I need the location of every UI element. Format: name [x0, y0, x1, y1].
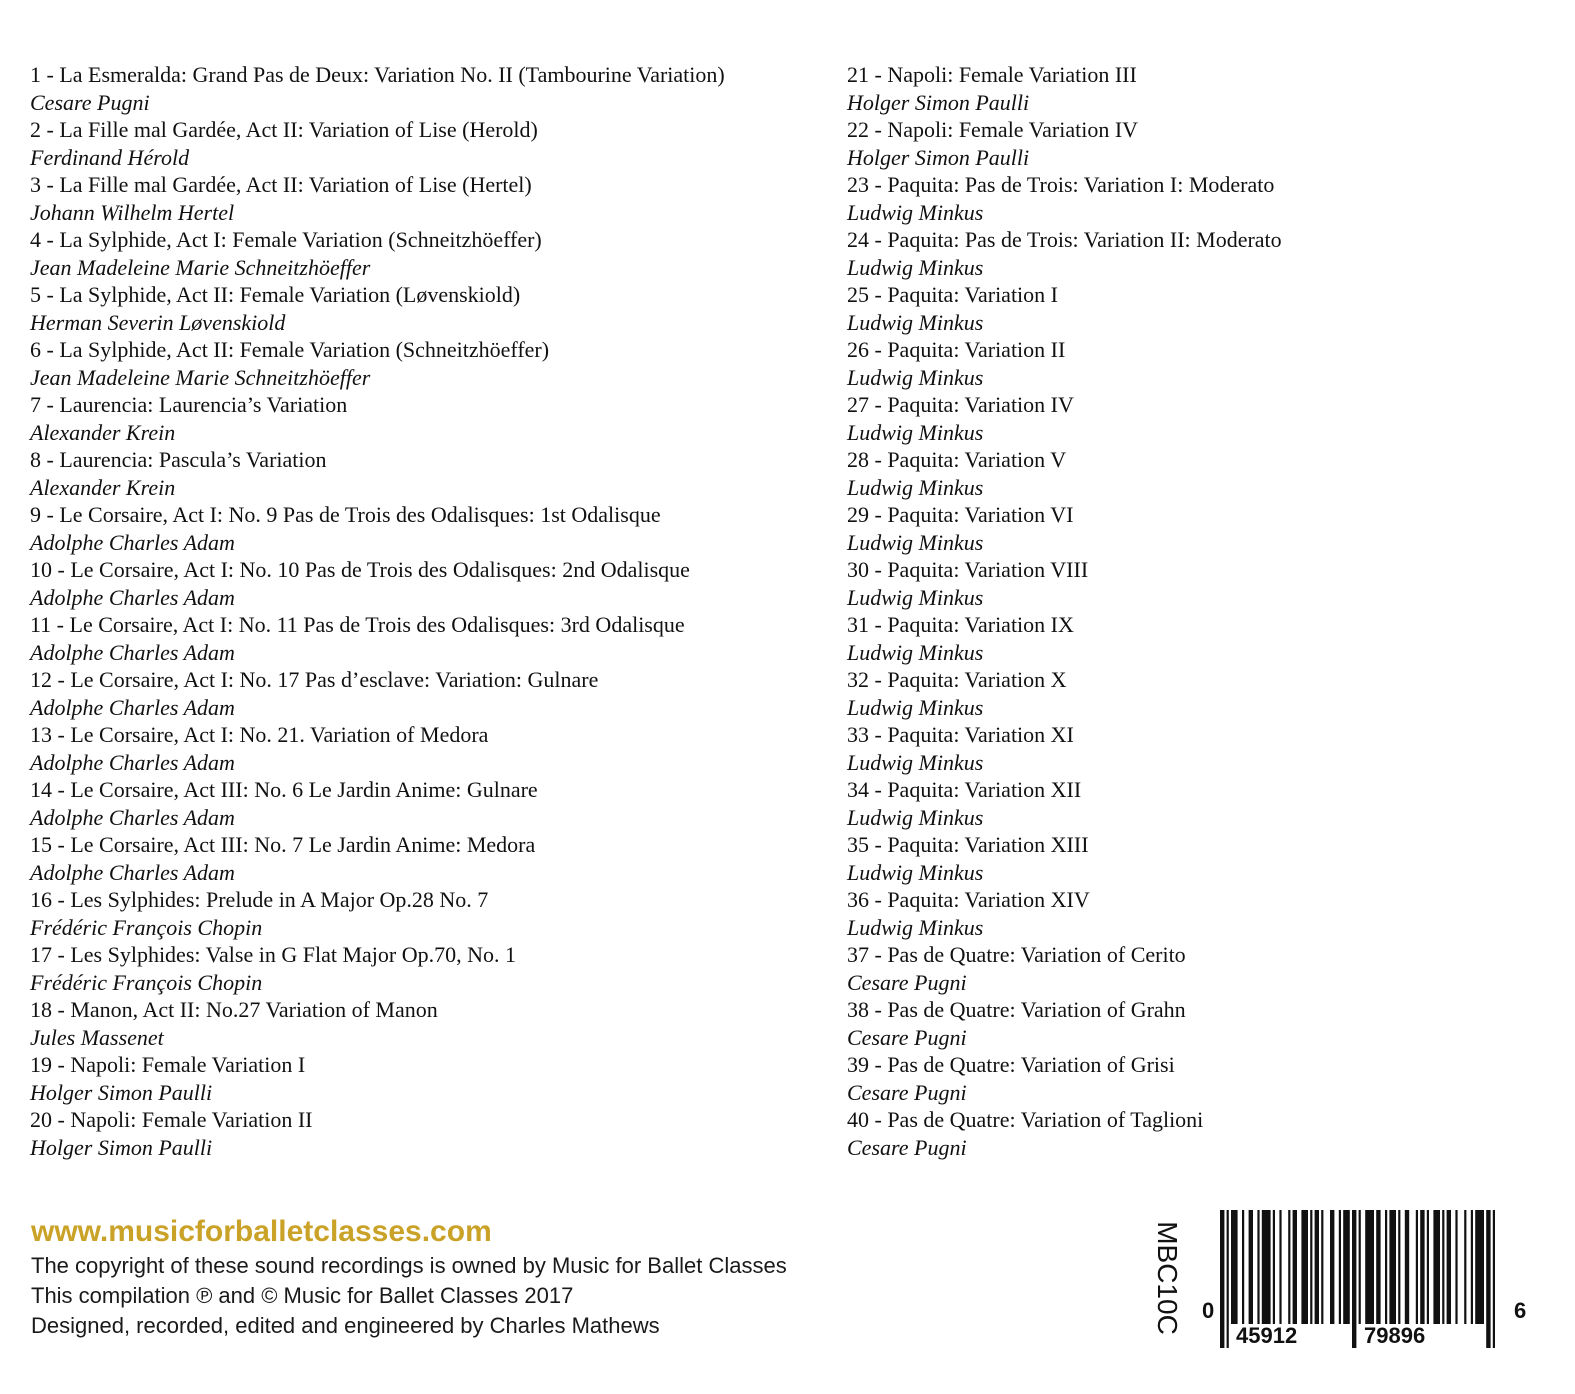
track-title: 28 - Paquita: Variation V [847, 447, 1067, 472]
track-title: 3 - La Fille mal Gardée, Act II: Variation of Lise (Hertel) [30, 172, 532, 197]
barcode-bar [1416, 1210, 1418, 1324]
barcode-left-digits: 45912 [1236, 1323, 1298, 1348]
track-title: 25 - Paquita: Variation I [847, 282, 1058, 307]
track-composer: Adolphe Charles Adam [30, 750, 235, 775]
track-item [30, 61, 830, 116]
track-title: 12 - Le Corsaire, Act I: No. 17 Pas d’esclave: Variation: Gulnare [30, 667, 599, 692]
track-title: 15 - Le Corsaire, Act III: No. 7 Le Jardin Anime: Medora [30, 832, 536, 857]
track-composer: Cesare Pugni [847, 1025, 967, 1050]
track-item [847, 941, 1487, 996]
track-title: 24 - Paquita: Pas de Trois: Variation II: Moderato [847, 227, 1282, 252]
track-title: 11 - Le Corsaire, Act I: No. 11 Pas de Trois des Odalisques: 3rd Odalisque [30, 612, 685, 637]
track-title: 40 - Pas de Quatre: Variation of Taglioni [847, 1107, 1204, 1132]
credits-notice: Designed, recorded, edited and engineered by Charles Mathews [31, 1313, 660, 1338]
track-item [30, 116, 830, 171]
track-composer: Ludwig Minkus [847, 695, 984, 720]
barcode-bar [1471, 1210, 1473, 1324]
barcode-bar [1279, 1210, 1281, 1324]
track-item [30, 996, 830, 1051]
track-composer: Cesare Pugni [847, 970, 967, 995]
track-item [847, 281, 1487, 336]
track-item [30, 1051, 830, 1106]
barcode-bar [1249, 1210, 1253, 1324]
track-title: 38 - Pas de Quatre: Variation of Grahn [847, 997, 1186, 1022]
barcode-bar [1464, 1210, 1466, 1324]
track-title: 33 - Paquita: Variation XI [847, 722, 1074, 747]
track-item [30, 171, 830, 226]
track-composer: Alexander Krein [30, 420, 176, 445]
track-composer: Frédéric François Chopin [30, 970, 263, 995]
barcode-bar [1427, 1210, 1429, 1324]
track-title: 7 - Laurencia: Laurencia’s Variation [30, 392, 348, 417]
barcode-bar [1486, 1210, 1490, 1348]
track-title: 16 - Les Sylphides: Prelude in A Major Op.28 No. 7 [30, 887, 489, 912]
track-title: 35 - Paquita: Variation XIII [847, 832, 1089, 857]
barcode-bar [1301, 1210, 1308, 1324]
track-item [30, 941, 830, 996]
track-item [30, 886, 830, 941]
track-title: 29 - Paquita: Variation VI [847, 502, 1074, 527]
track-title: 18 - Manon, Act II: No.27 Variation of Manon [30, 997, 438, 1022]
footer [31, 1213, 1031, 1341]
track-title: 5 - La Sylphide, Act II: Female Variation (Løvenskiold) [30, 282, 521, 307]
track-composer: Ferdinand Hérold [30, 145, 190, 170]
copyright-notice: The copyright of these sound recordings is owned by Music for Ballet Classes [31, 1253, 787, 1278]
track-composer: Johann Wilhelm Hertel [30, 200, 235, 225]
track-composer: Ludwig Minkus [847, 750, 984, 775]
track-composer: Ludwig Minkus [847, 420, 984, 445]
track-item [847, 831, 1487, 886]
track-composer: Ludwig Minkus [847, 255, 984, 280]
track-item [30, 501, 830, 556]
barcode-bar [1315, 1210, 1319, 1324]
track-item [30, 721, 830, 776]
barcode-bar [1433, 1210, 1440, 1324]
track-item [847, 1051, 1487, 1106]
barcode-bar [1385, 1210, 1387, 1324]
track-item [30, 1106, 830, 1161]
track-composer: Ludwig Minkus [847, 585, 984, 610]
track-item [847, 391, 1487, 446]
compilation-notice: This compilation ℗ and © Music for Ballet Classes 2017 [31, 1283, 574, 1308]
track-title: 9 - Le Corsaire, Act I: No. 9 Pas de Trois des Odalisques: 1st Odalisque [30, 502, 661, 527]
track-title: 6 - La Sylphide, Act II: Female Variation (Schneitzhöeffer) [30, 337, 550, 362]
track-composer: Jean Madeleine Marie Schneitzhöeffer [30, 255, 371, 280]
barcode-bar [1493, 1210, 1495, 1348]
track-item [847, 116, 1487, 171]
track-composer: Herman Severin Løvenskiold [30, 310, 286, 335]
track-item [847, 61, 1487, 116]
track-title: 2 - La Fille mal Gardée, Act II: Variation of Lise (Herold) [30, 117, 538, 142]
track-title: 27 - Paquita: Variation IV [847, 392, 1074, 417]
track-title: 13 - Le Corsaire, Act I: No. 21. Variation of Medora [30, 722, 489, 747]
track-title: 23 - Paquita: Pas de Trois: Variation I: Moderato [847, 172, 1275, 197]
track-title: 32 - Paquita: Variation X [847, 667, 1067, 692]
track-title: 30 - Paquita: Variation VIII [847, 557, 1089, 582]
website-link[interactable]: www.musicforballetclasses.com [31, 1215, 492, 1248]
track-title: 14 - Le Corsaire, Act III: No. 6 Le Jardin Anime: Gulnare [30, 777, 538, 802]
barcode-bar [1343, 1210, 1350, 1324]
track-title: 4 - La Sylphide, Act I: Female Variation (Schneitzhöeffer) [30, 227, 542, 252]
track-title: 34 - Paquita: Variation XII [847, 777, 1082, 802]
barcode-bar [1447, 1210, 1451, 1324]
barcode-bar [1455, 1210, 1457, 1324]
track-title: 20 - Napoli: Female Variation II [30, 1107, 313, 1132]
track-title: 31 - Paquita: Variation IX [847, 612, 1074, 637]
track-title: 37 - Pas de Quatre: Variation of Cerito [847, 942, 1186, 967]
barcode-bar [1359, 1210, 1361, 1324]
barcode-bar [1376, 1210, 1380, 1324]
track-item [847, 1106, 1487, 1161]
track-composer: Holger Simon Paulli [30, 1135, 213, 1160]
track-composer: Ludwig Minkus [847, 860, 984, 885]
barcode-lead-digit: 0 [1202, 1298, 1215, 1323]
track-title: 8 - Laurencia: Pascula’s Variation [30, 447, 327, 472]
track-composer: Adolphe Charles Adam [30, 805, 235, 830]
barcode-bar [1273, 1210, 1275, 1324]
barcode-bar [1339, 1210, 1341, 1324]
catalog-number [1147, 1208, 1187, 1348]
track-composer: Ludwig Minkus [847, 915, 984, 940]
barcode-bar [1330, 1210, 1334, 1324]
barcode-bar [1227, 1210, 1229, 1348]
track-title: 1 - La Esmeralda: Grand Pas de Deux: Variation No. II (Tambourine Variation) [30, 62, 725, 87]
track-item [847, 226, 1487, 281]
track-item [847, 611, 1487, 666]
barcode-bar [1321, 1210, 1323, 1324]
track-composer: Ludwig Minkus [847, 200, 984, 225]
barcode-bar [1262, 1210, 1271, 1324]
track-composer: Cesare Pugni [30, 90, 150, 115]
track-title: 17 - Les Sylphides: Valse in G Flat Major Op.70, No. 1 [30, 942, 517, 967]
track-item [30, 776, 830, 831]
track-item [847, 446, 1487, 501]
track-title: 39 - Pas de Quatre: Variation of Grisi [847, 1052, 1175, 1077]
track-title: 10 - Le Corsaire, Act I: No. 10 Pas de Trois des Odalisques: 2nd Odalisque [30, 557, 690, 582]
barcode-right-digits: 79896 [1364, 1323, 1426, 1348]
track-composer: Alexander Krein [30, 475, 176, 500]
track-list-right [847, 61, 1487, 1161]
catalog-number-text: MBC10C [1152, 1221, 1183, 1335]
track-item [30, 556, 830, 611]
track-title: 19 - Napoli: Female Variation I [30, 1052, 306, 1077]
track-item [847, 776, 1487, 831]
track-composer: Cesare Pugni [847, 1135, 967, 1160]
track-item [30, 611, 830, 666]
barcode-bar [1389, 1210, 1396, 1324]
barcode-bar [1220, 1210, 1224, 1348]
track-item [30, 446, 830, 501]
track-composer: Ludwig Minkus [847, 310, 984, 335]
track-item [847, 721, 1487, 776]
track-item [30, 666, 830, 721]
track-title: 26 - Paquita: Variation II [847, 337, 1066, 362]
track-item [847, 501, 1487, 556]
track-item [30, 281, 830, 336]
track-item [847, 666, 1487, 721]
barcode-bar [1365, 1210, 1374, 1324]
track-composer: Cesare Pugni [847, 1080, 967, 1105]
track-composer: Jean Madeleine Marie Schneitzhöeffer [30, 365, 371, 390]
track-item [847, 886, 1487, 941]
barcode-bar [1398, 1210, 1400, 1324]
track-item [847, 336, 1487, 391]
track-list-left [30, 61, 830, 1161]
track-item [30, 336, 830, 391]
barcode-trail-digit: 6 [1514, 1298, 1527, 1323]
barcode-bar [1310, 1210, 1312, 1324]
track-composer: Jules Massenet [30, 1025, 164, 1050]
barcode-bar [1475, 1210, 1484, 1324]
barcode-bar [1293, 1210, 1297, 1324]
track-item [30, 226, 830, 281]
track-composer: Ludwig Minkus [847, 530, 984, 555]
track-composer: Adolphe Charles Adam [30, 640, 235, 665]
barcode-bar [1405, 1210, 1409, 1324]
track-composer: Holger Simon Paulli [847, 90, 1030, 115]
track-item [30, 831, 830, 886]
track-composer: Adolphe Charles Adam [30, 860, 235, 885]
track-item [847, 556, 1487, 611]
barcode-bar [1352, 1210, 1356, 1348]
track-composer: Ludwig Minkus [847, 365, 984, 390]
barcode-bar [1288, 1210, 1290, 1324]
track-item [847, 171, 1487, 226]
track-composer: Adolphe Charles Adam [30, 585, 235, 610]
barcode-bar [1231, 1210, 1238, 1324]
barcode-bar [1420, 1210, 1424, 1324]
barcode-bar [1257, 1210, 1259, 1324]
track-composer: Adolphe Charles Adam [30, 530, 235, 555]
barcode [1196, 1200, 1536, 1352]
track-title: 21 - Napoli: Female Variation III [847, 62, 1137, 87]
barcode-bar [1242, 1210, 1244, 1324]
track-composer: Ludwig Minkus [847, 640, 984, 665]
barcode-bar [1442, 1210, 1444, 1324]
track-composer: Holger Simon Paulli [847, 145, 1030, 170]
track-item [30, 391, 830, 446]
track-composer: Frédéric François Chopin [30, 915, 263, 940]
track-composer: Adolphe Charles Adam [30, 695, 235, 720]
track-composer: Ludwig Minkus [847, 805, 984, 830]
track-composer: Holger Simon Paulli [30, 1080, 213, 1105]
track-title: 36 - Paquita: Variation XIV [847, 887, 1090, 912]
track-title: 22 - Napoli: Female Variation IV [847, 117, 1139, 142]
track-composer: Ludwig Minkus [847, 475, 984, 500]
track-item [847, 996, 1487, 1051]
